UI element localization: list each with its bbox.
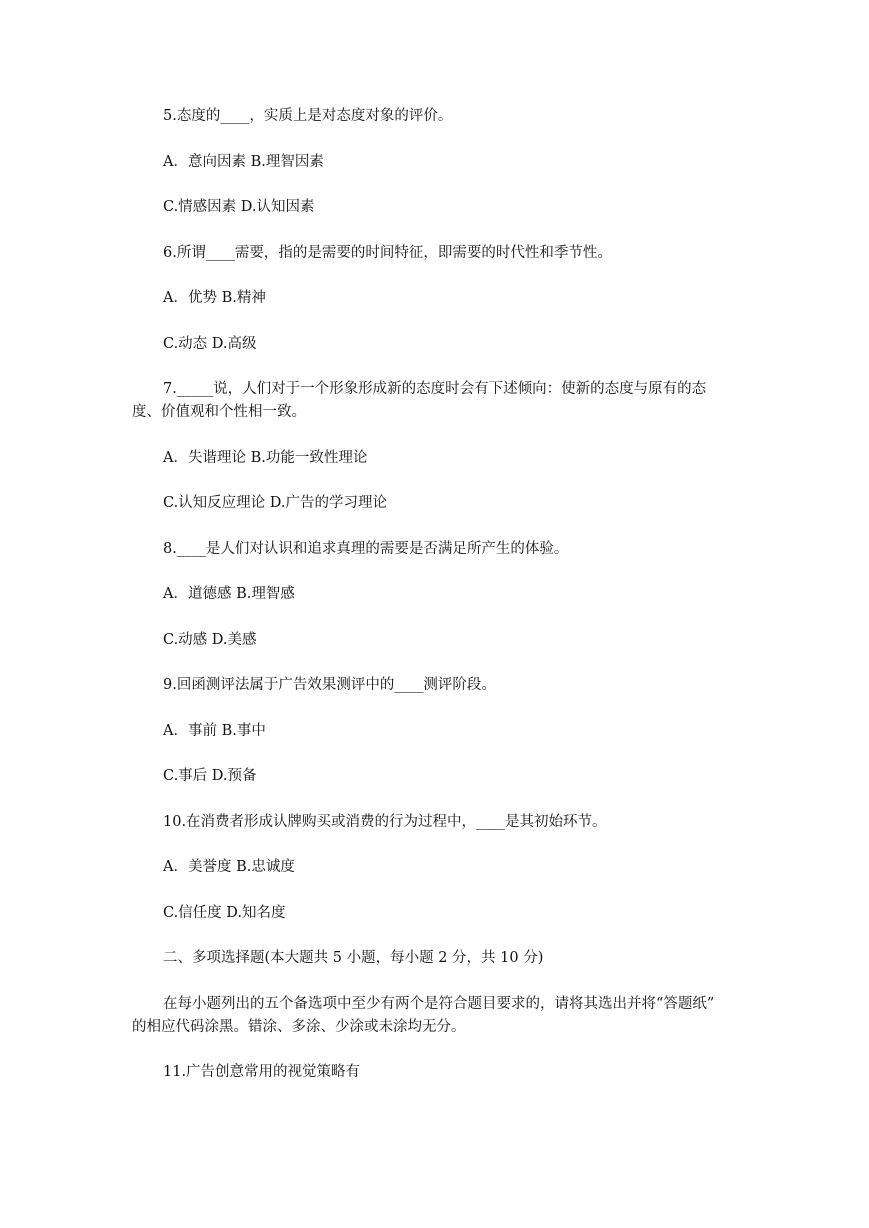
section-2-instruction-line2: 的相应代码涂黑。错涂、多涂、少涂或未涂均无分。 (132, 1019, 466, 1035)
question-7-stem-line2: 度、价值观和个性相一致。 (132, 404, 306, 420)
question-11-stem: 11.广告创意常用的视觉策略有 (163, 1064, 361, 1080)
question-10-stem: 10.在消费者形成认牌购买或消费的行为过程中，____是其初始环节。 (163, 814, 607, 830)
question-5-options-cd: C.情感因素 D.认知因素 (163, 199, 315, 215)
section-2-instruction-line1: 在每小题列出的五个备选项中至少有两个是符合题目要求的，请将其选出并将“答题纸” (163, 996, 715, 1012)
question-8-stem: 8.____是人们对认识和追求真理的需要是否满足所产生的体验。 (163, 541, 569, 557)
question-5-stem: 5.态度的____，实质上是对态度对象的评价。 (163, 108, 453, 124)
question-5-options-ab: A．意向因素 B.理智因素 (163, 154, 324, 170)
question-8-options-cd: C.动感 D.美感 (163, 632, 257, 648)
question-10-options-cd: C.信任度 D.知名度 (163, 905, 286, 921)
question-6-options-ab: A．优势 B.精神 (163, 290, 266, 306)
question-6-options-cd: C.动态 D.高级 (163, 336, 257, 352)
question-7-options-cd: C.认知反应理论 D.广告的学习理论 (163, 495, 388, 511)
question-8-options-ab: A．道德感 B.理智感 (163, 586, 295, 602)
question-7-stem-line1: 7._____说，人们对于一个形象形成新的态度时会有下述倾向：使新的态度与原有的态 (163, 381, 707, 397)
question-7-options-ab: A．失谐理论 B.功能一致性理论 (163, 450, 368, 466)
question-6-stem: 6.所谓____需要，指的是需要的时间特征，即需要的时代性和季节性。 (163, 245, 612, 261)
question-9-options-cd: C.事后 D.预备 (163, 768, 257, 784)
question-9-stem: 9.回函测评法属于广告效果测评中的____测评阶段。 (163, 677, 496, 693)
question-9-options-ab: A．事前 B.事中 (163, 723, 266, 739)
question-10-options-ab: A．美誉度 B.忠诚度 (163, 859, 295, 875)
section-2-heading: 二、多项选择题(本大题共 5 小题，每小题 2 分，共 10 分) (163, 950, 544, 966)
